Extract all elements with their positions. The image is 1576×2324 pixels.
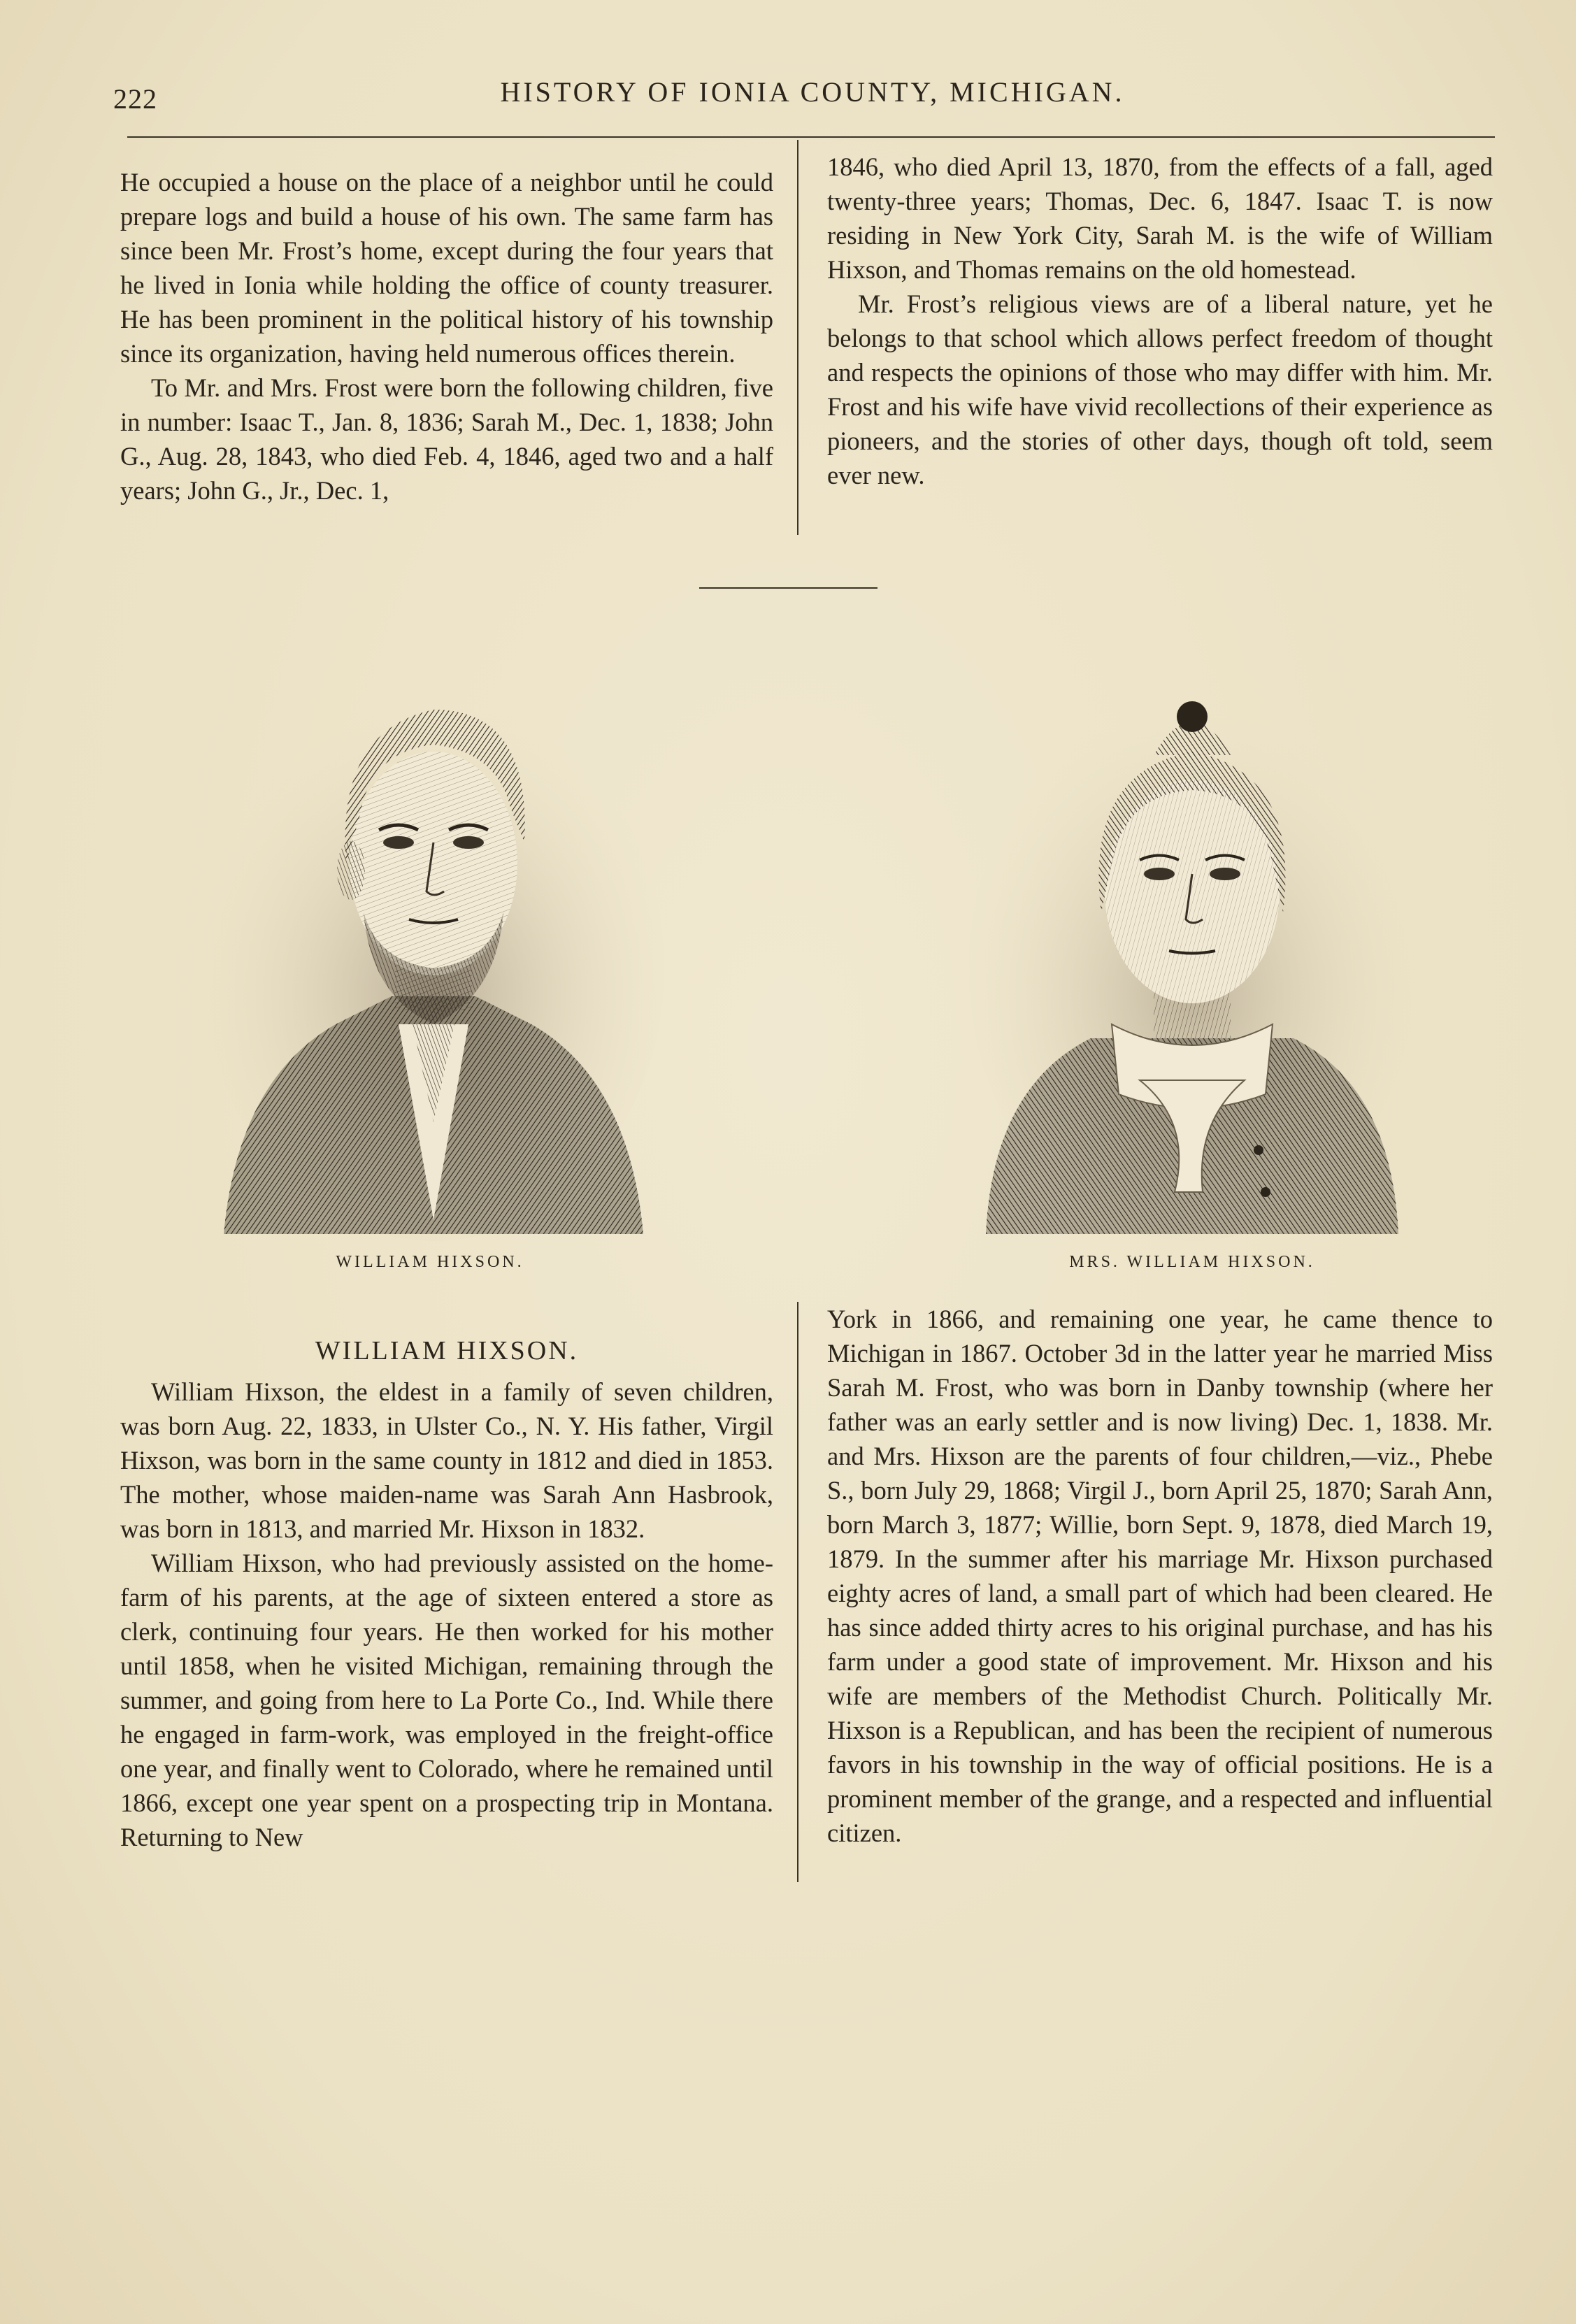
paragraph: William Hixson, who had previously assisted on the home-farm of his parents, at the age of sixteen entered a store as clerk, continuing four years. He then worked for his mother until 1858, when he visited Michigan, remaining through the summer, and going from here to La Porte Co., Ind. While there he engaged in farm-work, was employed in the freight-office one year, and finally went to Colorado, where he remained until 1866, except one year spent on a prospecting trip in Montana. Returning to New	[120, 1549, 773, 1851]
paragraph: York in 1866, and remaining one year, he came thence to Michigan in 1867. October 3d in the latter year he married Miss Sarah M. Frost, who was born in Danby township (where her father was an early settler and is now living) Dec. 1, 1838. Mr. and Mrs. Hixson are the parents of four children,—viz., Phebe S., born July 29, 1868; Virgil J., born April 25, 1870; Sarah Ann, born March 3, 1877; Willie, born Sept. 9, 1878, died March 19, 1879. In the summer after his marriage Mr. Hixson purchased eighty acres of land, a small part of which had been cleared. He has since added thirty acres to his original purchase, and has his farm under a good state of improvement. Mr. Hixson and his wife are members of the Methodist Church. Politically Mr. Hixson is a Republican, and has been the recipient of numerous favors in his township in the way of official positions. He is a prominent member of the grange, and a respected and influential citizen.	[827, 1305, 1493, 1847]
left-portrait-caption: WILLIAM HIXSON.	[336, 1253, 524, 1271]
column-divider	[797, 1302, 798, 1882]
section-separator	[699, 587, 877, 589]
paragraph: William Hixson, the eldest in a family of seven children, was born Aug. 22, 1833, in Ulster Co., N. Y. His father, Virgil Hixson, was born in the same county in 1812 and died in 1853. The mother, whose maiden-name was Sarah Ann Hasbrook, was born in 1813, and married Mr. Hixson in 1832.	[120, 1377, 773, 1543]
top-right-column	[827, 150, 1493, 492]
paragraph: 1846, who died April 13, 1870, from the effects of a fall, aged twenty-three years; Thomas, Dec. 6, 1847. Isaac T. is now residing in New York City, Sarah M. is the wife of William Hixson, and Thomas remains on the old homestead.	[827, 152, 1493, 284]
paragraph: To Mr. and Mrs. Frost were born the following children, five in number: Isaac T., Jan. 8, 1836; Sarah M., Dec. 1, 1838; John G., Aug. 28, 1843, who died Feb. 4, 1846, aged two and a half years; John G., Jr., Dec. 1,	[120, 373, 773, 505]
biography-left-column	[120, 1375, 773, 1854]
paragraph: He occupied a house on the place of a neighbor until he could prepare logs and build a house of his own. The same farm has since been Mr. Frost’s home, except during the four years that he lived in Ionia while holding the office of county treasurer. He has been prominent in the political history of his township since its organization, having held numerous offices therein.	[120, 168, 773, 368]
running-title: HISTORY OF IONIA COUNTY, MICHIGAN.	[500, 76, 1125, 108]
top-left-column	[120, 165, 773, 508]
mrs-william-hixson-portrait	[965, 633, 1419, 1241]
header-rule	[127, 136, 1495, 138]
paragraph: Mr. Frost’s religious views are of a liberal nature, yet he belongs to that school which allows perfect freedom of thought and respects the opinions of those who may differ with him. Mr. Frost and his wife have vivid recollections of their experience as pioneers, and the stories of other days, though oft told, seem ever new.	[827, 289, 1493, 489]
william-hixson-portrait	[196, 633, 671, 1241]
biography-right-column	[827, 1302, 1493, 1850]
right-portrait-caption: MRS. WILLIAM HIXSON.	[1069, 1253, 1315, 1271]
column-divider	[797, 140, 798, 535]
biography-title: WILLIAM HIXSON.	[315, 1336, 579, 1365]
page-number: 222	[113, 83, 157, 115]
